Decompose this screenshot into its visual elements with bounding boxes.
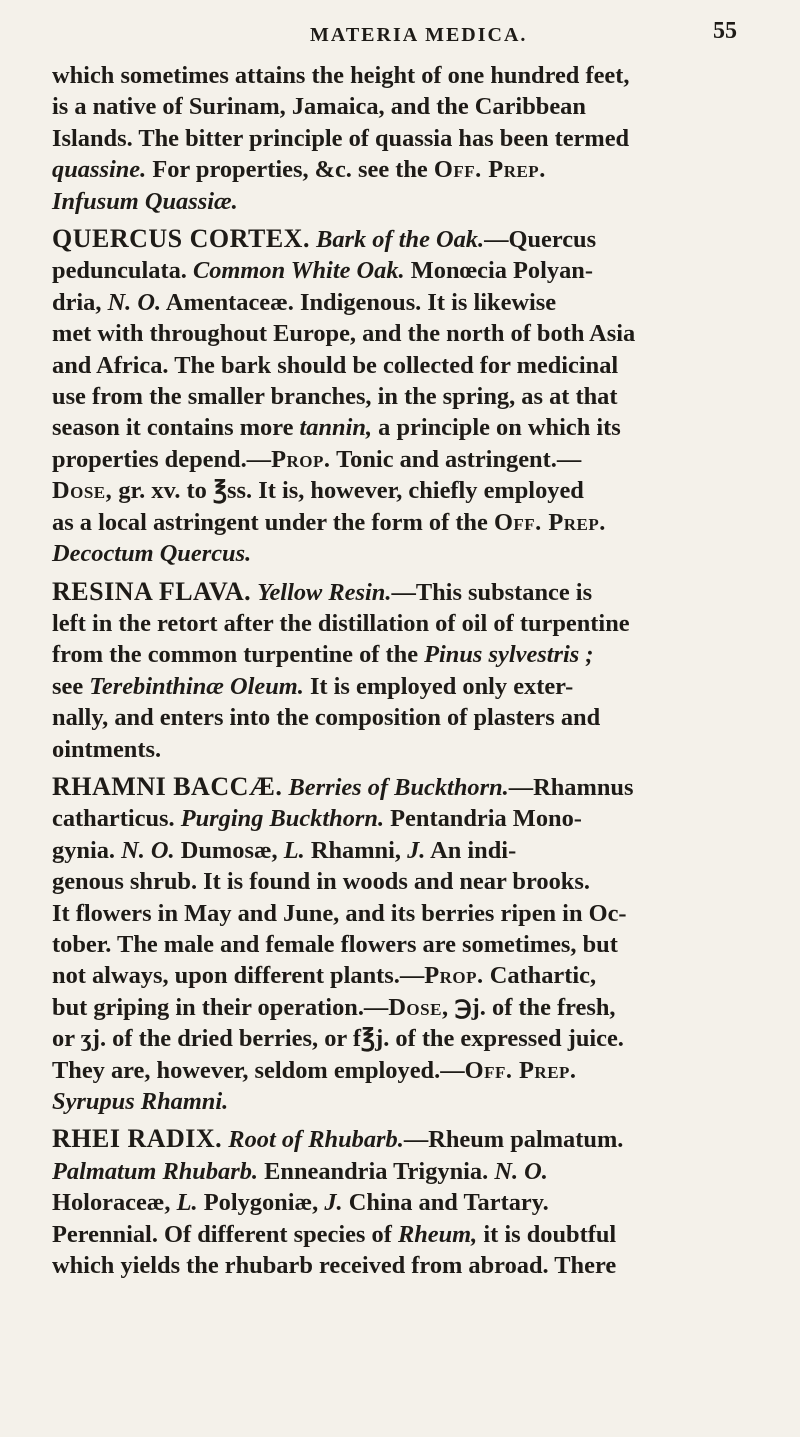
text-run: but griping in their operation.— [52,993,389,1021]
text-run: a principle on which its [372,414,621,442]
text-run: pedunculata. [52,257,193,285]
common-name: Yellow Resin. [257,578,392,606]
text-run: Cathartic, [483,962,597,990]
text-line: which sometimes attains the height of one hundred feet, [52,62,630,89]
quassia-continuation [52,60,772,217]
entry-quercus-cortex [52,223,772,569]
text-run: —Rhamnus [508,773,634,801]
text-run: season it contains more [52,414,300,442]
common-name: Root of Rhubarb. [228,1126,404,1154]
page-number: 55 [713,18,737,44]
text-run: Rhamni, [304,836,408,864]
common-name: Common White Oak. [192,257,405,285]
text-run: see [52,672,90,700]
text-run: from the common turpentine of the [52,641,425,669]
term-quassine: quassine. [52,156,147,184]
text-line: ointments. [52,735,162,763]
page-header [0,8,800,58]
dose-label: Dose, [388,993,449,1021]
entry-headword: RESINA FLAVA. [52,576,252,606]
text-run: Amentaceæ. Indigenous. It is likewise [161,288,557,316]
text-line: is a native of Surinam, Jamaica, and the Caribbean [52,93,586,121]
text-run: For properties, &c. see the [146,156,434,184]
text-run: An indi- [425,836,517,864]
off-prep-label: Off. Prep. [493,508,606,536]
prop-label: Prop. [424,962,484,990]
text-run: as a local astringent under the form of the [52,508,494,536]
common-name: Berries of Buckthorn. [288,773,509,801]
text-run: gr. xv. to ℥ss. It is, however, chiefly employed [112,477,584,505]
preparation-name: Syrupus Rhamni. [52,1088,229,1115]
preparation-name: Infusum Quassiæ. [52,187,238,215]
natural-order-abbr: N. O. [121,836,175,864]
off-prep-label: Off. Prep. [433,156,546,184]
text-line: nally, and enters into the composition of plasters and [52,704,601,732]
entry-resina-flava [52,576,772,765]
text-run: They are, however, seldom employed.— [52,1056,465,1084]
text-line: use from the smaller branches, in the spring, as at that [52,383,618,411]
text-line: left in the retort after the distillation of oil of turpentine [52,609,630,637]
text-run: properties depend.— [52,445,272,473]
text-run: It is employed only exter- [303,672,574,700]
authority-abbr: L. [283,836,305,864]
text-run: Polygoniæ, [197,1189,325,1217]
cross-reference: Terebinthinæ Oleum. [89,672,304,700]
page-body [52,60,772,1281]
text-line: or ʒj. of the dried berries, or f℥j. of the expressed juice. [52,1025,624,1053]
term-tannin: tannin, [299,414,373,442]
natural-order-abbr: N. O. [494,1157,548,1185]
text-run: —Rheum palmatum. [403,1126,624,1154]
entry-headword: RHAMNI BACCÆ. [52,771,283,801]
text-line: met with throughout Europe, and the north of both Asia [52,320,636,348]
text-run: —Quercus [484,226,597,254]
text-run: it is doubtful [477,1220,617,1248]
authority-abbr: J. [407,836,426,864]
dose-label: Dose, [52,477,113,505]
text-run: China and Tartary. [342,1189,549,1217]
authority-abbr: L. [176,1189,198,1217]
text-line: which yields the rhubarb received from abroad. There [52,1252,617,1280]
text-run: Enneandria Trigynia. [258,1157,495,1185]
text-run: Dumosæ, [174,836,284,864]
text-line: It flowers in May and June, and its berries ripen in Oc- [52,899,627,927]
genus-name: Rheum, [397,1220,478,1248]
running-title: MATERIA MEDICA. [310,24,528,46]
natural-order-abbr: N. O. [107,288,162,316]
text-run: Perennial. Of different species of [52,1220,398,1248]
text-run: gynia. [52,836,122,864]
entry-headword: QUERCUS CORTEX. [52,224,310,254]
common-name: Purging Buckthorn. [180,805,385,833]
entry-headword: RHEI RADIX. [52,1124,223,1154]
authority-abbr: J. [324,1189,343,1217]
common-name: Palmatum Rhubarb. [52,1157,259,1185]
text-run: Holoraceæ, [52,1189,177,1217]
text-run: Pentandria Mono- [384,805,582,833]
text-run: Tonic and astringent.— [330,445,582,473]
off-prep-label: Off. Prep. [464,1056,577,1084]
text-run: ℈j. of the fresh, [448,993,616,1021]
text-run: catharticus. [52,805,181,833]
entry-rhamni-baccae [52,771,772,1117]
text-run: Monœcia Polyan- [404,257,593,285]
text-run: not always, upon different plants.— [52,962,425,990]
text-line: genous shrub. It is found in woods and near brooks. [52,868,590,896]
text-line: and Africa. The bark should be collected for medicinal [52,351,619,379]
species-name: Pinus sylvestris ; [424,641,594,669]
entry-rhei-radix [52,1123,772,1281]
prop-label: Prop. [271,445,331,473]
preparation-name: Decoctum Quercus. [52,540,252,568]
text-line: Islands. The bitter principle of quassia has been termed [52,124,630,152]
text-line: tober. The male and female flowers are sometimes, but [52,930,618,958]
common-name: Bark of the Oak. [316,226,485,254]
text-run: —This substance is [391,578,593,606]
text-run: dria, [52,288,108,316]
